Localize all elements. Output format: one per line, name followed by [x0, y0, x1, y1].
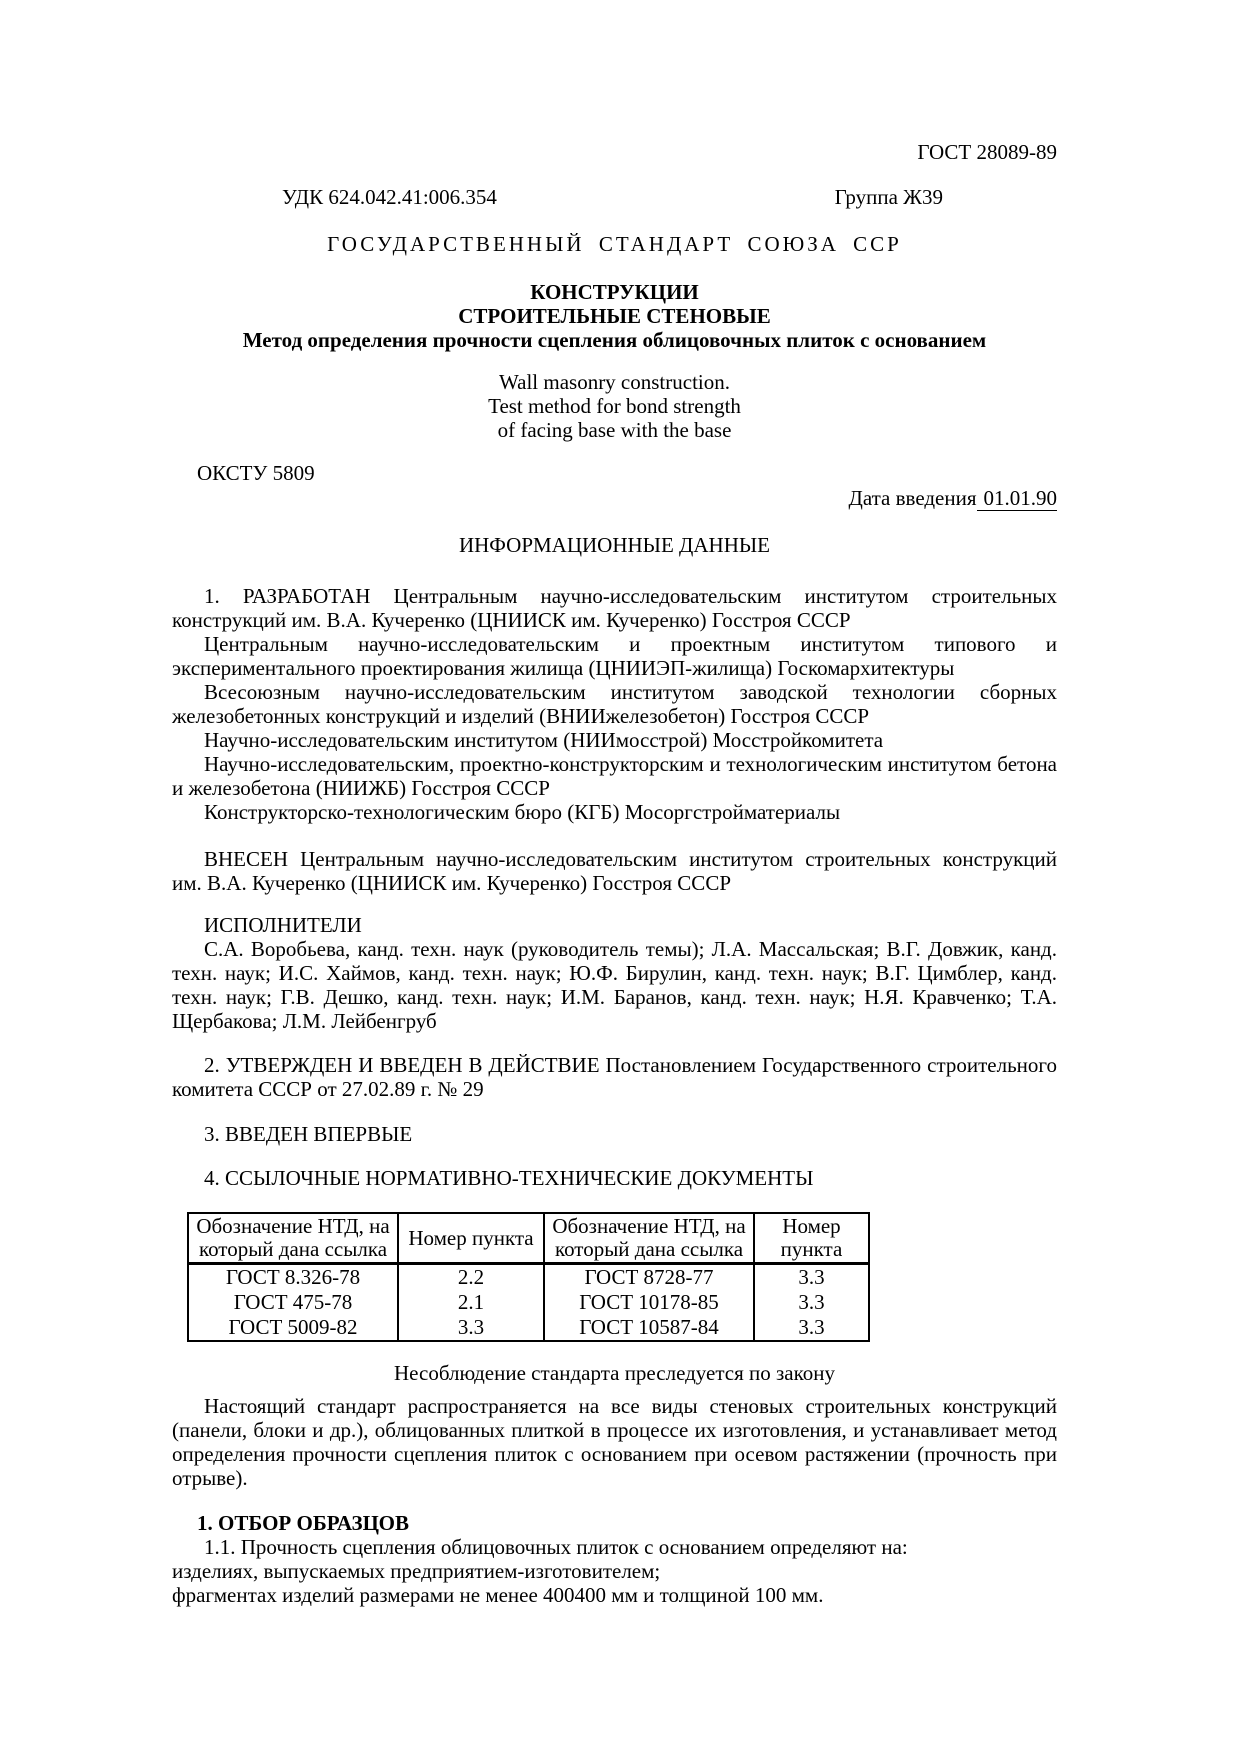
group-code: Группа Ж39	[834, 185, 943, 209]
effective-date-line	[172, 486, 1057, 510]
scope-paragraph: Настоящий стандарт распространяется на все виды стеновых строительных конструкций (панели, блоки и др.), облицованных плиткой в процессе их изготовления, и устанавливает метод определения прочности сцепления плиток с основанием при осевом растяжении (прочность при отрыве).	[172, 1394, 1057, 1490]
info-data-heading: ИНФОРМАЦИОННЫЕ ДАННЫЕ	[458, 533, 771, 557]
paragraph-approved: 2. УТВЕРЖДЕН И ВВЕДЕН В ДЕЙСТВИЕ Постановлением Государственного строительного комитета СССР от 27.02.89 г. № 29	[172, 1053, 1057, 1101]
table-cell: ГОСТ 10587-84	[544, 1315, 754, 1341]
table-cell: ГОСТ 10178-85	[544, 1290, 754, 1315]
table-cell: ГОСТ 5009-82	[188, 1315, 398, 1341]
executors-list: С.А. Воробьева, канд. техн. наук (руководитель темы); Л.А. Массальская; В.Г. Довжик, канд. техн. наук; И.С. Хаймов, канд. техн. наук; Ю.Ф. Бирулин, канд. техн. наук; В.Г. Цимблер, канд. техн. наук; Г.В. Дешко, канд. техн. наук; И.М. Баранов, канд. техн. наук; Н.Я. Кравченко; Т.А. Щербакова; Л.М. Лейбенгруб	[172, 937, 1057, 1033]
list-item-products: изделиях, выпускаемых предприятием-изготовителем;	[172, 1559, 661, 1583]
list-item-fragments: фрагментах изделий размерами не менее 400400 мм и толщиной 100 мм.	[172, 1583, 824, 1607]
table-cell: 3.3	[398, 1315, 544, 1341]
effective-date-label: Дата введения	[848, 486, 977, 510]
table-row	[188, 1264, 869, 1291]
table-cell: ГОСТ 475-78	[188, 1290, 398, 1315]
col-header-clause-left: Номер пункта	[398, 1213, 544, 1264]
table-cell: 2.2	[398, 1264, 544, 1291]
paragraph-first-time: 3. ВВЕДЕН ВПЕРВЫЕ	[204, 1122, 413, 1146]
table-cell: ГОСТ 8728-77	[544, 1264, 754, 1291]
table-cell: 3.3	[754, 1290, 869, 1315]
col-header-ntd-right: Обозначение НТД, на который дана ссылка	[544, 1213, 754, 1264]
paragraph-developed: 1. РАЗРАБОТАН Центральным научно-исследовательским институтом строительных конструкций им. В.А. Кучеренко (ЦНИИСК им. Кучеренко) Госстроя СССР	[172, 584, 1057, 632]
info-paragraphs	[172, 584, 1057, 1190]
title-en-line3: of facing base with the base	[497, 418, 732, 442]
title-ru-line2: СТРОИТЕЛЬНЫЕ СТЕНОВЫЕ	[458, 304, 771, 328]
table-header-row	[188, 1213, 869, 1264]
gost-number: ГОСТ 28089-89	[917, 140, 1057, 164]
title-ru-line3: Метод определения прочности сцепления облицовочных плиток с основанием	[242, 328, 987, 352]
table-cell: 2.1	[398, 1290, 544, 1315]
col-header-ntd-left: Обозначение НТД, на который дана ссылка	[188, 1213, 398, 1264]
paragraph-institute-4: Научно-исследовательским институтом (НИИмосстрой) Мосстройкомитета	[204, 728, 884, 752]
okstu-code: ОКСТУ 5809	[197, 461, 315, 485]
paragraph-1-1: 1.1. Прочность сцепления облицовочных плиток с основанием определяют на:	[204, 1535, 908, 1559]
col-header-clause-right: Номер пункта	[754, 1213, 869, 1264]
legal-notice: Несоблюдение стандарта преследуется по закону	[394, 1361, 835, 1385]
executors-heading: ИСПОЛНИТЕЛИ	[204, 913, 362, 937]
table-row	[188, 1315, 869, 1341]
table-row	[188, 1290, 869, 1315]
table-cell: 3.3	[754, 1264, 869, 1291]
effective-date-value: 01.01.90	[977, 486, 1058, 511]
title-en-line1: Wall masonry construction.	[498, 370, 730, 394]
udk-group-row	[172, 185, 1057, 209]
paragraph-institute-5: Научно-исследовательским, проектно-конструкторским и технологическим институтом бетона и железобетона (НИИЖБ) Госстроя СССР	[172, 752, 1057, 800]
udk-code: УДК 624.042.41:006.354	[282, 185, 497, 209]
references-table-header	[188, 1213, 869, 1264]
paragraph-institute-2: Центральным научно-исследовательским и проектным институтом типового и экспериментального проектирования жилища (ЦНИИЭП-жилища) Госкомархитектуры	[172, 632, 1057, 680]
title-en-line2: Test method for bond strength	[488, 394, 741, 418]
references-table-body	[188, 1264, 869, 1342]
document-title-ru	[172, 280, 1057, 352]
table-cell: ГОСТ 8.326-78	[188, 1264, 398, 1291]
table-cell: 3.3	[754, 1315, 869, 1341]
paragraph-submitted: ВНЕСЕН Центральным научно-исследовательским институтом строительных конструкций им. В.А. Кучеренко (ЦНИИСК им. Кучеренко) Госстроя СССР	[172, 847, 1057, 895]
paragraph-institute-3: Всесоюзным научно-исследовательским институтом заводской технологии сборных железобетонных конструкций и изделий (ВНИИжелезобетон) Госстроя СССР	[172, 680, 1057, 728]
state-standard-title: ГОСУДАРСТВЕННЫЙ СТАНДАРТ СОЮЗА ССР	[327, 232, 902, 256]
paragraph-institute-6: Конструкторско-технологическим бюро (КГБ) Мосоргстройматериалы	[204, 800, 841, 824]
title-ru-line1: КОНСТРУКЦИИ	[530, 280, 699, 304]
references-heading: 4. ССЫЛОЧНЫЕ НОРМАТИВНО-ТЕХНИЧЕСКИЕ ДОКУМЕНТЫ	[204, 1166, 814, 1190]
references-table	[187, 1212, 870, 1342]
document-title-en	[172, 370, 1057, 442]
section1-heading: 1. ОТБОР ОБРАЗЦОВ	[197, 1511, 409, 1535]
